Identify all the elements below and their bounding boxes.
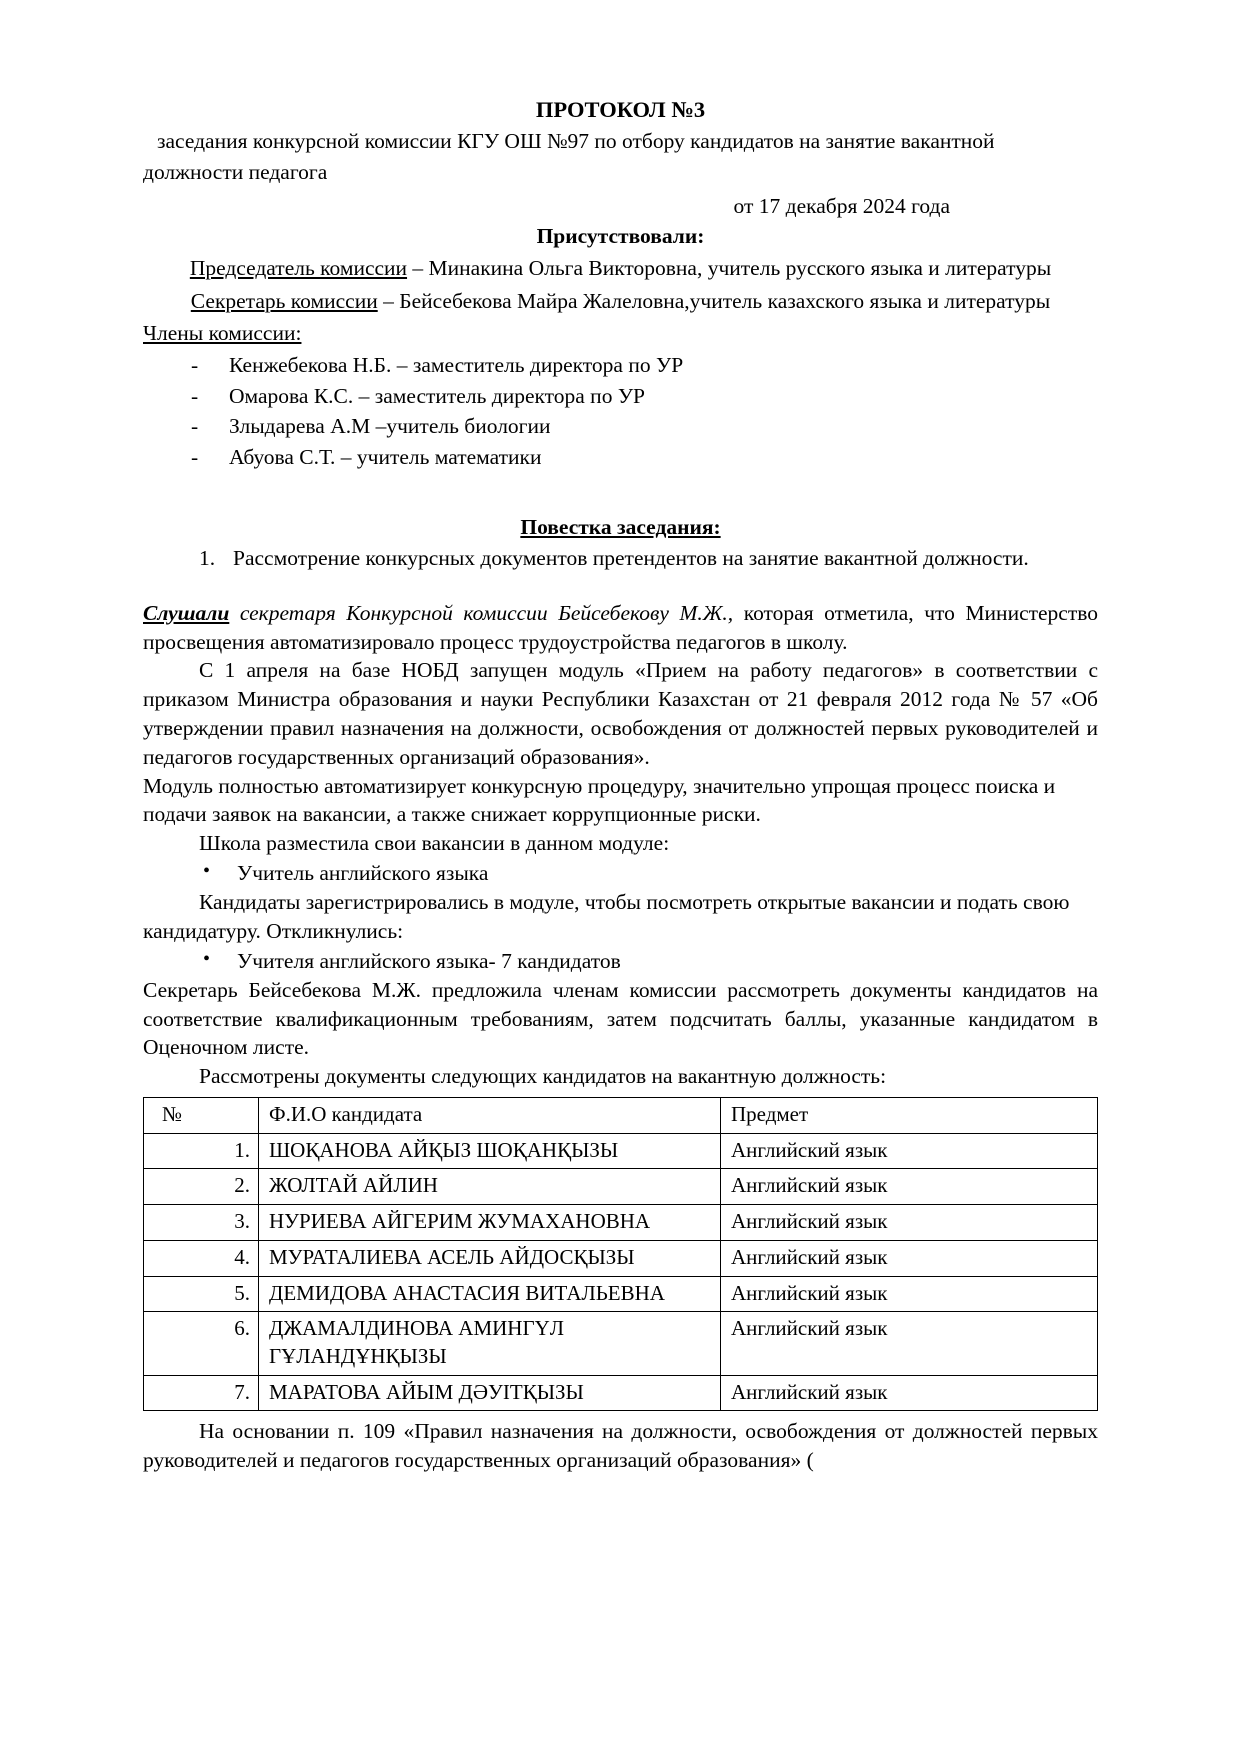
row-subject: Английский язык [721,1240,1098,1276]
row-subject: Английский язык [721,1205,1098,1241]
agenda-list [143,544,1098,573]
row-candidate-name: НУРИЕВА АЙГЕРИМ ЖУМАХАНОВНА [259,1205,721,1241]
heard-paragraph [143,599,1098,657]
row-candidate-name: МУРАТАЛИЕВА АСЕЛЬ АЙДОСҚЫЗЫ [259,1240,721,1276]
row-subject: Английский язык [721,1375,1098,1411]
table-row [144,1169,1098,1205]
paragraph-reviewed-intro: Рассмотрены документы следующих кандидатов на вакантную должность: [199,1064,887,1089]
heard-label: Слушали [143,600,230,625]
candidates-table [143,1097,1098,1411]
list-item: • Учитель английского языка [203,858,1098,888]
document-date: от 17 декабря 2024 года [733,194,950,219]
row-number: 1. [144,1133,259,1169]
row-number: 4. [144,1240,259,1276]
list-item: - Злыдарева А.М –учитель биологии [191,411,1098,442]
chairman-details: – Минакина Ольга Викторовна, учитель русского языка и литературы [407,256,1052,281]
row-candidate-name: ДЕМИДОВА АНАСТАСИЯ ВИТАЛЬЕВНА [259,1276,721,1312]
table-row [144,1375,1098,1411]
paragraph-secretary-proposal: Секретарь Бейсебекова М.Ж. предложила членам комиссии рассмотреть документы кандидатов на соответствие квалификационным требованиям, затем подсчитать баллы, указанные кандидатом в Оценочном листе. [143,977,1098,1060]
paragraph-footer: На основании п. 109 «Правил назначения на должности, освобождения от должностей первых руководителей и педагогов государственных организаций образования» ( [143,1419,1098,1473]
row-candidate-name: ЖОЛТАЙ АЙЛИН [259,1169,721,1205]
paragraph-candidates-registered: Кандидаты зарегистрировались в модуле, чтобы посмотреть открытые вакансии и подать свою кандидатуру. Откликнулись: [143,890,1070,943]
table-header-row [144,1097,1098,1133]
chairman-line [143,253,1098,284]
members-list [143,350,1098,472]
list-item: - Омарова К.С. – заместитель директора по УР [191,381,1098,412]
row-candidate-name: МАРАТОВА АЙЫМ ДӘУІТҚЫЗЫ [259,1375,721,1411]
paragraph-module-description: Модуль полностью автоматизирует конкурсную процедуру, значительно упрощая процесс поиска и подачи заявок на вакансии, а также снижает коррупционные риски. [143,773,1056,827]
table-header-subject: Предмет [721,1097,1098,1133]
row-candidate-name: ШОҚАНОВА АЙҚЫЗ ШОҚАНҚЫЗЫ [259,1133,721,1169]
paragraph-school-posted: Школа разместила свои вакансии в данном модуле: [199,831,670,856]
row-subject: Английский язык [721,1133,1098,1169]
table-row [144,1133,1098,1169]
row-subject: Английский язык [721,1276,1098,1312]
document-title: ПРОТОКОЛ №3 [535,97,706,122]
row-subject: Английский язык [721,1312,1098,1375]
document-body [143,96,1098,1475]
heard-italic: секретаря Конкурсной комиссии Бейсебекову М.Ж., [229,600,734,625]
present-heading: Присутствовали: [536,224,705,249]
row-number: 6. [144,1312,259,1375]
chairman-role: Председатель комиссии [189,256,408,281]
list-item: • Учителя английского языка- 7 кандидатов [203,946,1098,976]
secretary-line [143,286,1098,317]
row-number: 5. [144,1276,259,1312]
table-row [144,1205,1098,1241]
row-candidate-name: ДЖАМАЛДИНОВА АМИНГҮЛ ГҰЛАНДҰНҚЫЗЫ [259,1312,721,1375]
table-header-name: Ф.И.О кандидата [259,1097,721,1133]
members-heading: Члены комиссии: [143,321,302,346]
list-item: - Кенжебекова Н.Б. – заместитель директора по УР [191,350,1098,381]
heard-rest: которая отметила, что Министерство просвещения автоматизировало процесс трудоустройства педагогов в школу. [143,600,1098,654]
table-header-number: № [144,1097,259,1133]
table-row [144,1240,1098,1276]
secretary-role: Секретарь комиссии [190,288,378,313]
document-subtitle: заседания конкурсной комиссии КГУ ОШ №97 по отбору кандидатов на занятие вакантной должности педагога [143,129,995,184]
row-number: 2. [144,1169,259,1205]
row-subject: Английский язык [721,1169,1098,1205]
row-number: 7. [144,1375,259,1411]
paragraph-module-launch: С 1 апреля на базе НОБД запущен модуль «Прием на работу педагогов» в соответствии с приказом Министра образования и науки Республики Казахстан от 21 февраля 2012 года № 57 «Об утверждении правил назначения на должности, освобождения от должностей первых руководителей и педагогов государственных организаций образования». [143,658,1098,769]
table-row [144,1312,1098,1375]
list-item: Рассмотрение конкурсных документов претендентов на занятие вакантной должности. [233,546,1029,570]
agenda-heading: Повестка заседания: [520,515,721,540]
list-item: - Абуова С.Т. – учитель математики [191,442,1098,473]
vacancies-list [143,858,1098,888]
secretary-details: – Бейсебекова Майра Жалеловна,учитель казахского языка и литературы [377,288,1051,313]
row-number: 3. [144,1205,259,1241]
table-row [144,1276,1098,1312]
responses-list [143,946,1098,976]
